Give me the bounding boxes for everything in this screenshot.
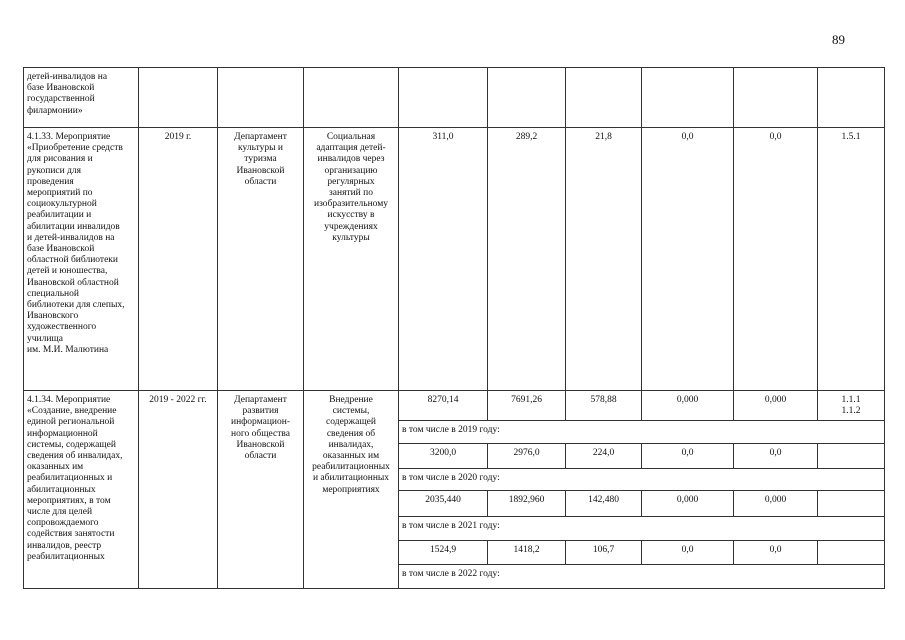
- measure-name: 4.1.34. Мероприятие «Создание, внедрение единой региональной информационной системы, содержащей сведения об инвалидах, оказанных им реабилитационных и абилитационных мероприятиях, в том числе для целей сопровождаемого содействия занятости инвалидов, реестр реабилитационных: [27, 395, 123, 562]
- empty-cell: [818, 444, 885, 469]
- measure-name: 4.1.33. Мероприятие «Приобретение средств для рисования и рукописи для проведения мероприятий по социокультурной реабилитации и абилитации инвалидов и детей-инвалидов на базе Ивановской областной библиотеки детей и юношества, Ивановской областной специальной библиотеки для слепых, Ивановского художественного училища им. М.И. Малютина: [27, 132, 125, 355]
- year-subheading: в том числе в 2021 году:: [399, 517, 885, 541]
- amount-cell: 0,0: [642, 444, 734, 469]
- table-row: [24, 128, 885, 391]
- table-row: [24, 68, 885, 128]
- executor-cell: [218, 391, 304, 589]
- table-row: [24, 391, 885, 421]
- amount-cell: 7691,26: [488, 391, 566, 421]
- amount-cell: 142,480: [566, 491, 642, 517]
- executor-text: Департамент культуры и туризма Ивановской области: [234, 132, 287, 187]
- amount-cell: 21,8: [566, 128, 642, 391]
- total-cell: 8270,14: [399, 391, 488, 421]
- amount-cell: 0,000: [642, 391, 734, 421]
- empty-cell: [139, 68, 218, 128]
- amount-cell: 0,000: [642, 491, 734, 517]
- result-cell: [304, 128, 399, 391]
- amount-cell: 289,2: [488, 128, 566, 391]
- indicator-link-cell: 1.5.1: [818, 128, 885, 391]
- amount-cell: 0,0: [642, 128, 734, 391]
- empty-cell: [304, 68, 399, 128]
- measure-name: детей-инвалидов на базе Ивановской государственной филармонии»: [27, 72, 108, 116]
- amount-cell: 224,0: [566, 444, 642, 469]
- amount-cell: 0,0: [642, 541, 734, 565]
- amount-cell: 0,0: [734, 128, 818, 391]
- amount-cell: 0,0: [734, 541, 818, 565]
- empty-cell: [818, 68, 885, 128]
- program-measures-table: [23, 67, 885, 589]
- page-number: 89: [832, 32, 845, 47]
- result-text: Внедрение системы, содержащей сведения об инвалидах, оказанных им реабилитационных и абилитационных мероприятиях: [312, 395, 390, 495]
- result-text: Социальная адаптация детей- инвалидов через организацию регулярных занятий по изобразительному искусству в учреждениях культуры: [313, 132, 389, 243]
- empty-cell: [488, 68, 566, 128]
- amount-cell: 0,000: [734, 391, 818, 421]
- amount-cell: 0,0: [734, 444, 818, 469]
- total-cell: 3200,0: [399, 444, 488, 469]
- measure-name-cell: [24, 68, 139, 128]
- year-subheading: в том числе в 2022 году:: [399, 565, 885, 589]
- indicator-link-cell: [818, 391, 885, 421]
- executor-cell: [218, 128, 304, 391]
- total-cell: 1524,9: [399, 541, 488, 565]
- amount-cell: 0,000: [734, 491, 818, 517]
- amount-cell: 106,7: [566, 541, 642, 565]
- empty-cell: [642, 68, 734, 128]
- year-subheading: в том числе в 2020 году:: [399, 469, 885, 491]
- executor-text: Департамент развития информацион- ного общества Ивановской области: [230, 395, 290, 462]
- total-cell: 311,0: [399, 128, 488, 391]
- indicator-links: 1.1.1 1.1.2: [841, 395, 861, 417]
- empty-cell: [399, 68, 488, 128]
- period-cell: 2019 г.: [139, 128, 218, 391]
- empty-cell: [566, 68, 642, 128]
- amount-cell: 2976,0: [488, 444, 566, 469]
- period-cell: 2019 - 2022 гг.: [139, 391, 218, 589]
- empty-cell: [218, 68, 304, 128]
- empty-cell: [818, 541, 885, 565]
- measure-name-cell: [24, 128, 139, 391]
- result-cell: [304, 391, 399, 589]
- total-cell: 2035,440: [399, 491, 488, 517]
- empty-cell: [734, 68, 818, 128]
- year-subheading: в том числе в 2019 году:: [399, 421, 885, 444]
- amount-cell: 1418,2: [488, 541, 566, 565]
- measure-name-cell: [24, 391, 139, 589]
- amount-cell: 1892,960: [488, 491, 566, 517]
- empty-cell: [818, 491, 885, 517]
- amount-cell: 578,88: [566, 391, 642, 421]
